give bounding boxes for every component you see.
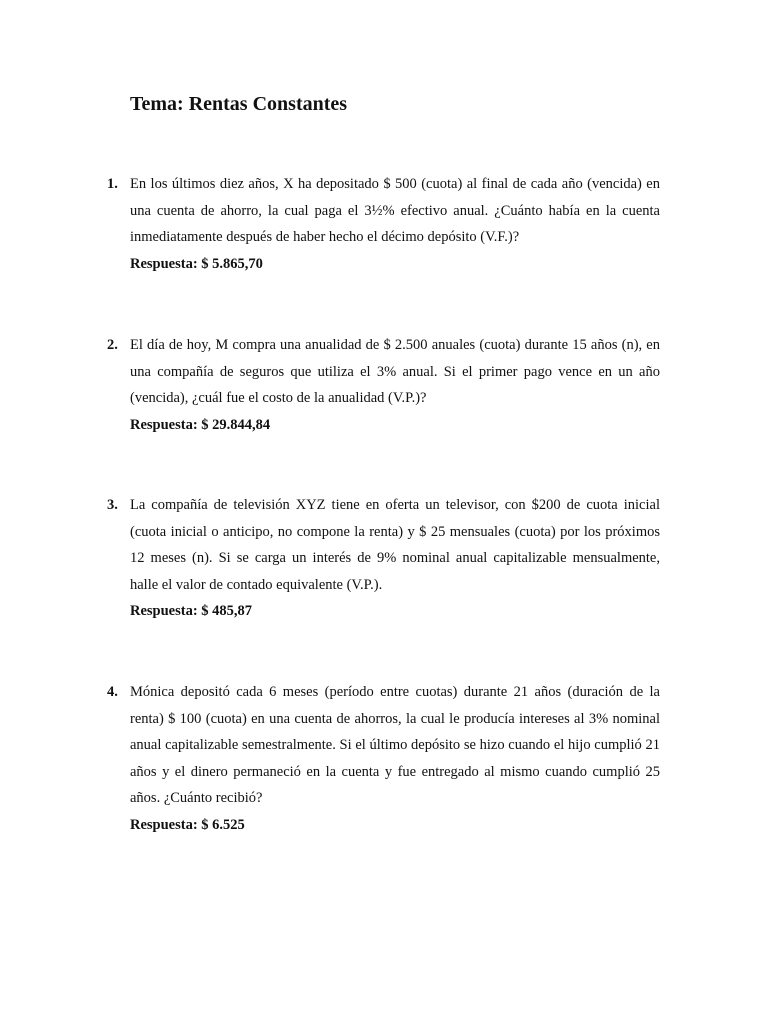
problem-answer: Respuesta: $ 6.525 [130, 816, 245, 833]
problem-answer: Respuesta: $ 29.844,84 [130, 416, 271, 433]
problem-text: Mónica depositó cada 6 meses (período entre cuotas) durante 21 años (duración de la renta) $ 100 (cuota) en una cuenta de ahorros, la cual le producía intereses al 3% nominal anual capitalizable semestralmente. Si el último depósito se hizo cuando el hijo cumplió 21 años y el dinero permaneció en la cuenta y fue entregado al mismo cuando cumplió 25 años. ¿Cuánto recibió? [130, 684, 660, 806]
problem-text: La compañía de televisión XYZ tiene en oferta un televisor, con $200 de cuota inicial (cuota inicial o anticipo, no compone la renta) y $ 25 mensuales (cuota) por los próximos 12 meses (n). Si se carga un interés de 9% nominal anual capitalizable mensualmente, halle el valor de contado equivalente (V.P.). [130, 497, 660, 593]
problem-text: El día de hoy, M compra una anualidad de $ 2.500 anuales (cuota) durante 15 años (n), en una compañía de seguros que utiliza el 3% anual. Si el primer pago vence en un año (vencida), ¿cuál fue el costo de la anualidad (V.P.)? [130, 337, 660, 406]
problem-body [130, 171, 660, 277]
document-title: Tema: Rentas Constantes [130, 93, 348, 115]
problem-answer: Respuesta: $ 485,87 [130, 603, 253, 619]
problem-answer: Respuesta: $ 5.865,70 [130, 255, 263, 272]
problem-number: 3. [107, 497, 118, 513]
problem-text: En los últimos diez años, X ha depositado $ 500 (cuota) al final de cada año (vencida) en una cuenta de ahorro, la cual paga el 3½% efectivo anual. ¿Cuánto había en la cuenta inmediatamente después de haber hecho el décimo depósito (V.F.)? [130, 176, 660, 245]
problem-number: 4. [107, 684, 118, 700]
problem-body [130, 332, 660, 438]
problem-number: 1. [107, 176, 118, 192]
problem-number: 2. [107, 337, 118, 353]
problem-body [130, 492, 660, 625]
problem-body [130, 679, 660, 838]
